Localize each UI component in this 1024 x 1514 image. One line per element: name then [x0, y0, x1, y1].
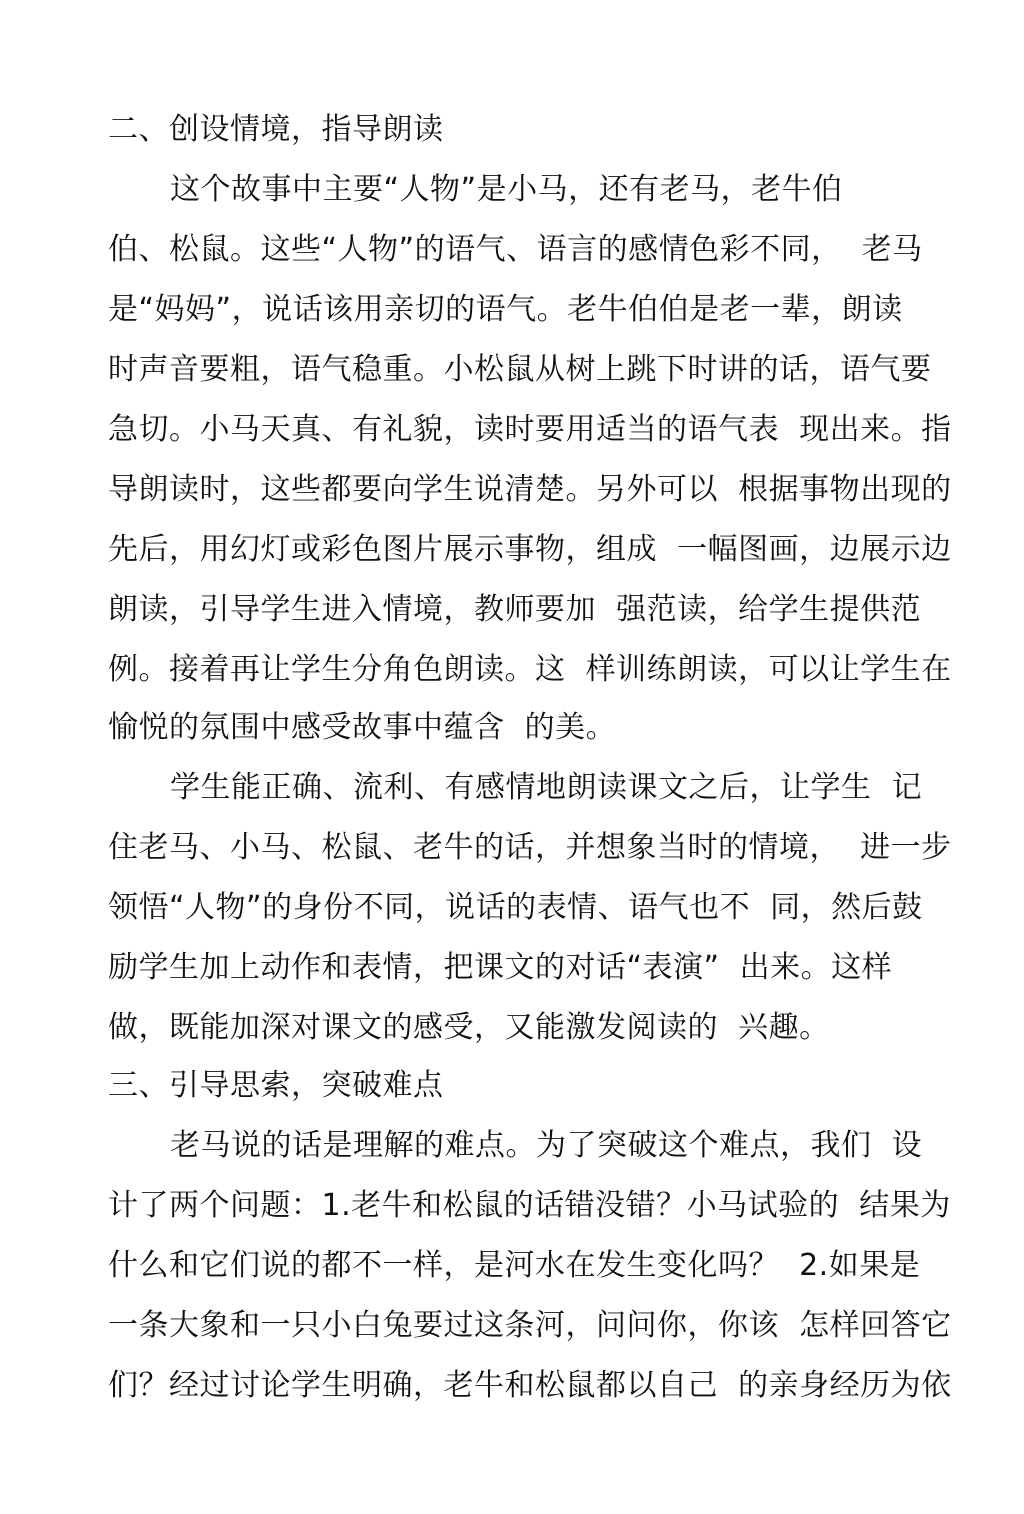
paragraph-line: 住老马、小马、松鼠、老牛的话，并想象当时的情境， 进一步	[108, 830, 952, 865]
paragraph-line: 老马说的话是理解的难点。为了突破这个难点，我们 设	[170, 1128, 923, 1163]
paragraph-line: 一条大象和一只小白兔要过这条河，问问你，你该 怎样回答它	[108, 1308, 952, 1343]
paragraph-line: 先后，用幻灯或彩色图片展示事物，组成 一幅图画，边展示边	[108, 532, 952, 567]
paragraph-line: 做，既能加深对课文的感受，又能激发阅读的 兴趣。	[108, 1010, 830, 1045]
paragraph-line: 领悟“人物”的身份不同，说话的表情、语气也不 同，然后鼓	[108, 890, 923, 925]
paragraph-line: 导朗读时，这些都要向学生说清楚。另外可以 根据事物出现的	[108, 472, 952, 507]
paragraph-line: 急切。小马天真、有礼貌，读时要用适当的语气表 现出来。指	[108, 412, 952, 447]
paragraph-line: 这个故事中主要“人物”是小马，还有老马，老牛伯	[170, 172, 843, 207]
paragraph-line: 计了两个问题：1.老牛和松鼠的话错没错？小马试验的 结果为	[108, 1188, 951, 1223]
paragraph-line: 们？经过讨论学生明确，老牛和松鼠都以自己 的亲身经历为依	[108, 1368, 952, 1403]
paragraph-line: 学生能正确、流利、有感情地朗读课文之后，让学生 记	[170, 770, 923, 805]
paragraph-line: 时声音要粗，语气稳重。小松鼠从树上跳下时讲的话，语气要	[108, 352, 932, 387]
paragraph-line: 朗读，引导学生进入情境，教师要加 强范读，给学生提供范	[108, 592, 922, 627]
section-heading-3: 三、引导思索，突破难点	[108, 1068, 444, 1103]
paragraph-line: 愉悦的氛围中感受故事中蕴含 的美。	[108, 710, 617, 745]
paragraph-line: 励学生加上动作和表情，把课文的对话“表演” 出来。这样	[108, 950, 893, 985]
paragraph-line: 什么和它们说的都不一样，是河水在发生变化吗？ 2.如果是	[108, 1248, 921, 1283]
paragraph-line: 例。接着再让学生分角色朗读。这 样训练朗读，可以让学生在	[108, 652, 952, 687]
section-heading-2: 二、创设情境，指导朗读	[108, 112, 444, 147]
paragraph-line: 是“妈妈”，说话该用亲切的语气。老牛伯伯是老一辈，朗读	[108, 292, 903, 327]
paragraph-line: 伯、松鼠。这些“人物”的语气、语言的感情色彩不同， 老马	[108, 232, 923, 267]
